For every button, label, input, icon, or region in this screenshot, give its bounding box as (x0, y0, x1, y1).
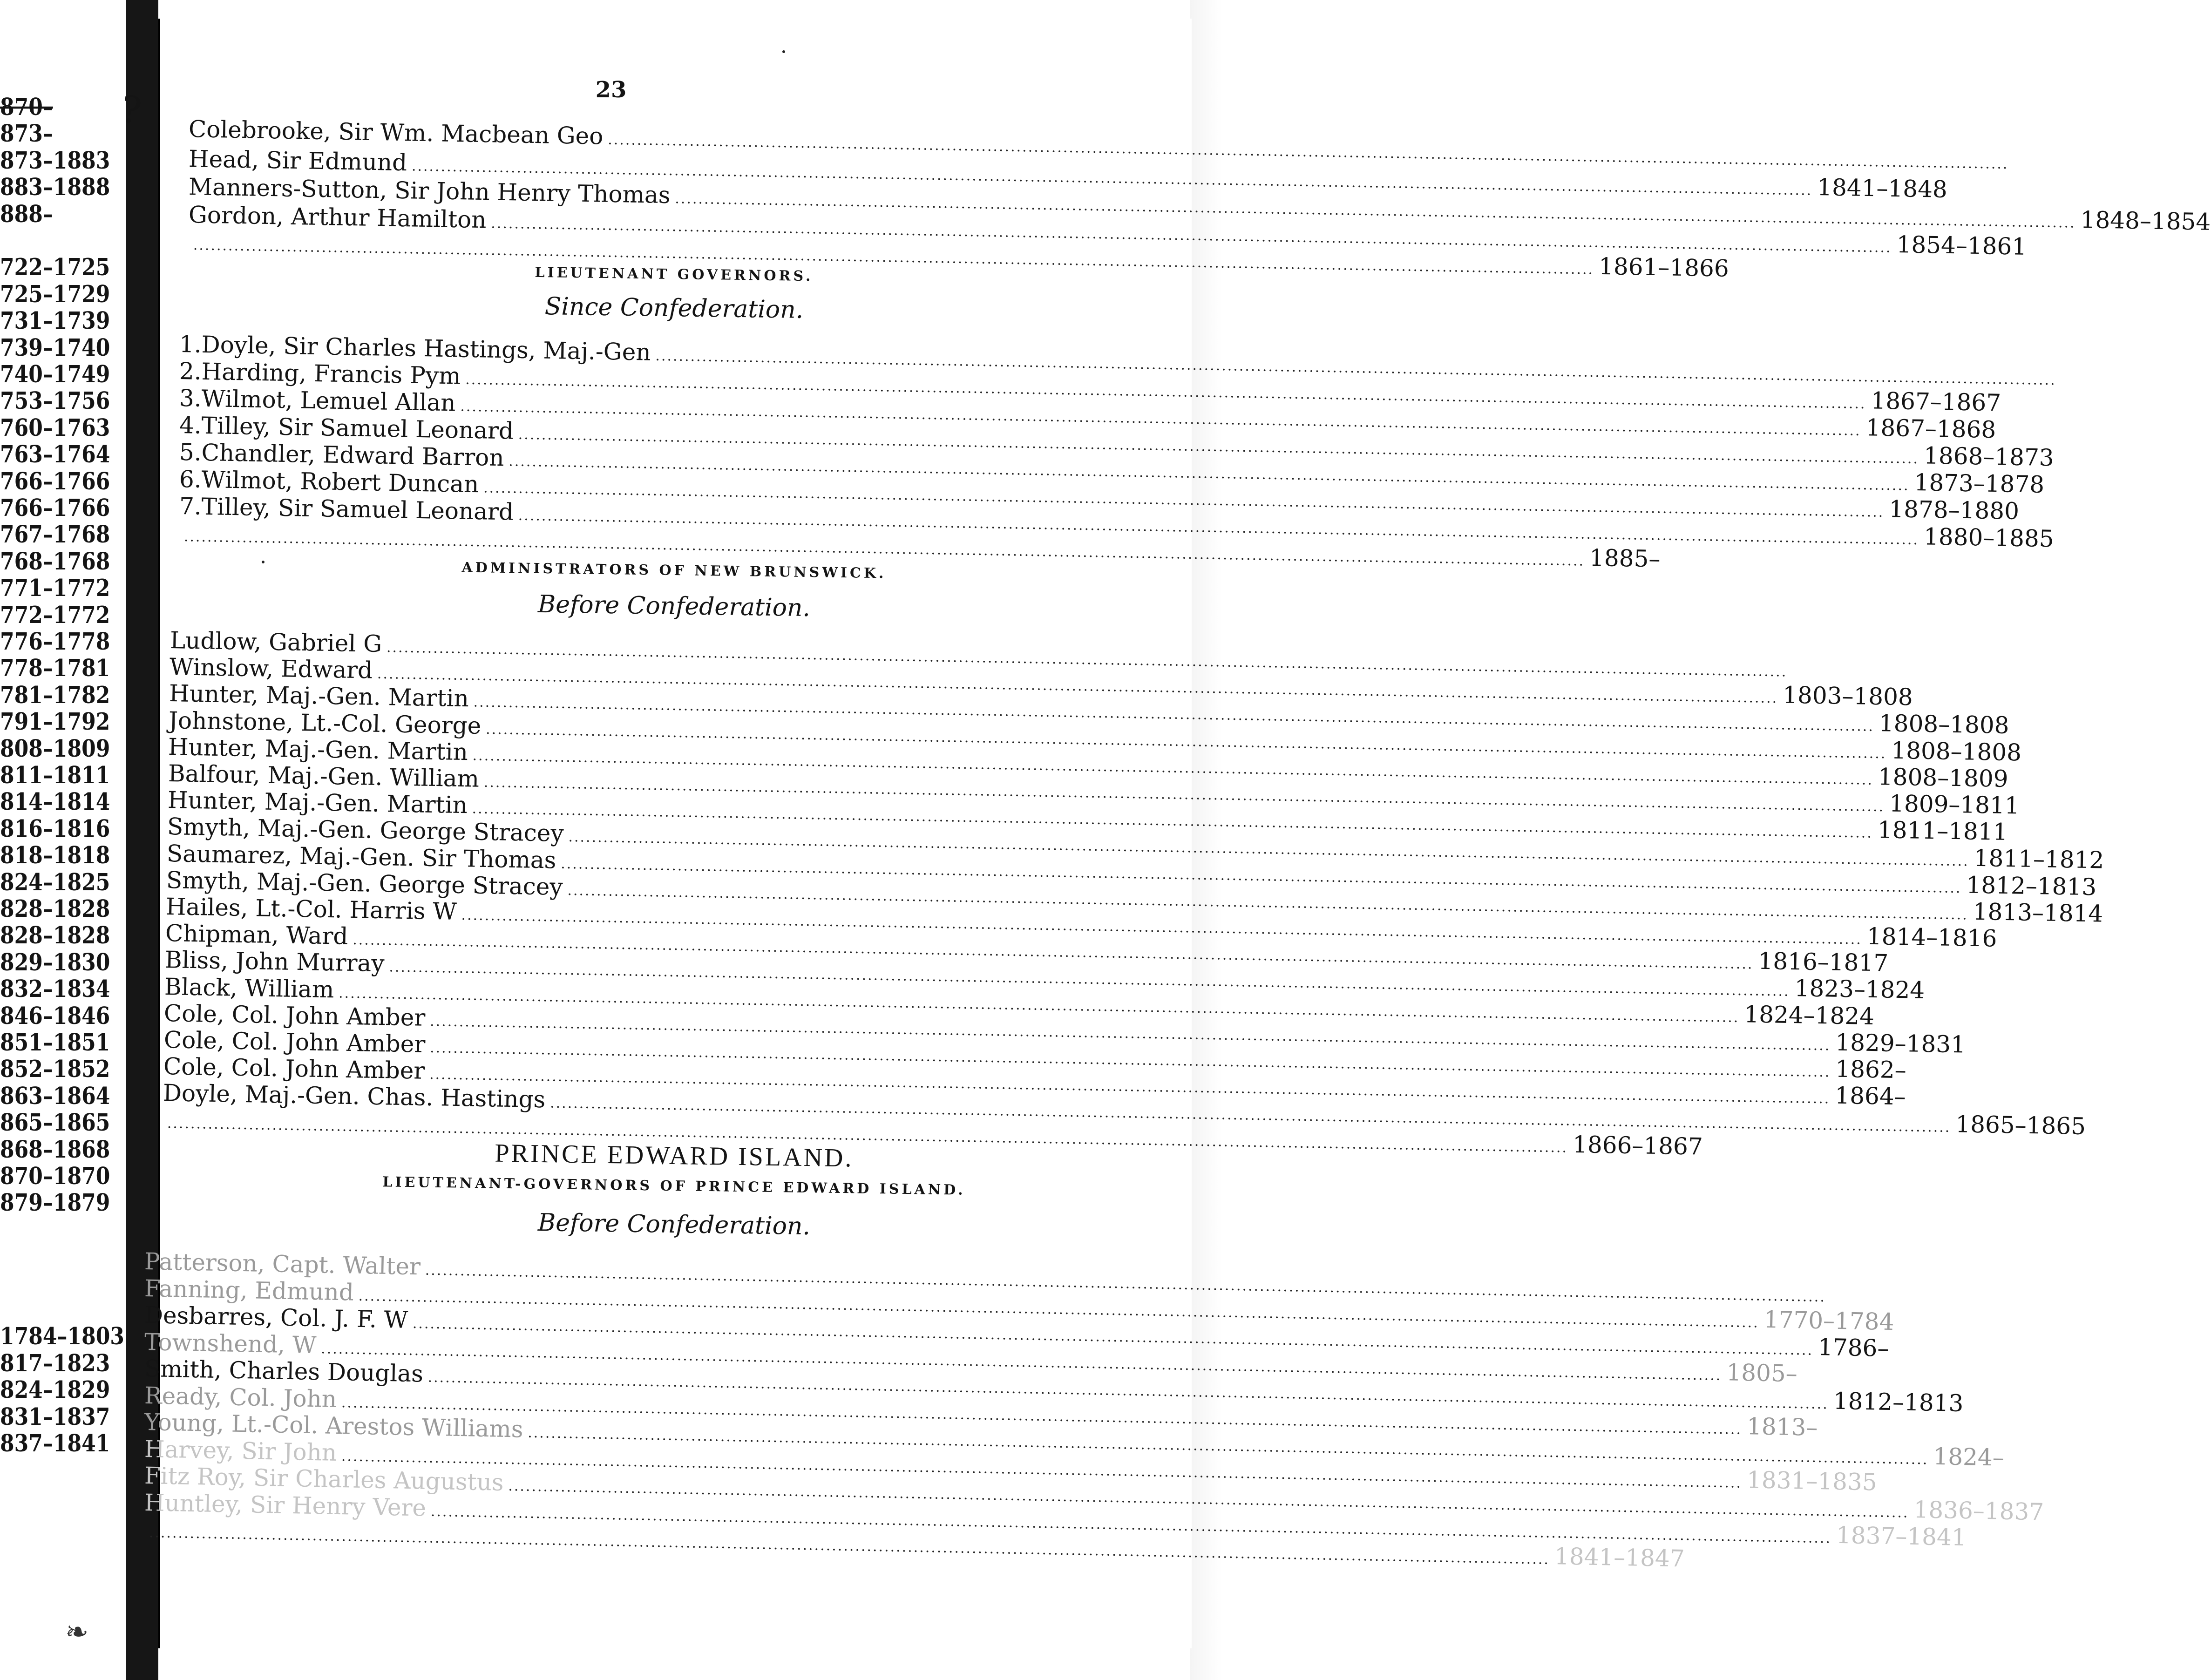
entry-date: 1885– (1589, 544, 1661, 573)
entry-name: Smyth, Maj.-Gen. George Stracey (166, 866, 563, 901)
entry-date: 1865–1865 (1955, 1111, 2086, 1140)
left-page-date: 739–1740 (0, 334, 110, 362)
entry-name: Doyle, Maj.-Gen. Chas. Hastings (163, 1079, 546, 1113)
section-subheading-pei-before-confederation: Before Confederation. (537, 1208, 811, 1241)
left-page-date: 722–1725 (0, 254, 110, 282)
entry-number: 1. (179, 331, 202, 358)
entry-date: 1813–1814 (1973, 898, 2103, 928)
left-page-date: 873– (0, 120, 53, 148)
left-page-date: 818–1818 (0, 842, 110, 870)
left-page-date: 832–1834 (0, 975, 110, 1003)
entry-name: Saumarez, Maj.-Gen. Sir Thomas (166, 840, 556, 874)
left-page-date: 771–1772 (0, 575, 110, 603)
entry-date: 1864– (1834, 1082, 1906, 1111)
left-page-date: 828–1828 (0, 895, 110, 923)
entry-name: Manners-Sutton, Sir John Henry Thomas (188, 173, 671, 209)
entry-name: Johnstone, Lt.-Col. George (168, 706, 482, 739)
entry-date: 1805– (1726, 1358, 1798, 1387)
left-page-date: 879–1879 (0, 1189, 110, 1217)
entry-date: 1831–1835 (1746, 1466, 1878, 1496)
entry-date: 1873–1878 (1914, 469, 2045, 498)
entry-name: Tilley, Sir Samuel Leonard (201, 493, 514, 526)
dust-speck (782, 50, 785, 53)
left-page-date: 828–1828 (0, 922, 110, 950)
entry-date: 1862– (1835, 1055, 1906, 1084)
entry-date: 1829–1831 (1835, 1029, 1966, 1058)
left-page-date: 829–1830 (0, 948, 110, 976)
entry-name: Balfour, Maj.-Gen. William (168, 760, 479, 793)
entry-date: 1770–1784 (1763, 1306, 1894, 1335)
entry-name: Fitz Roy, Sir Charles Augustus (144, 1462, 504, 1496)
left-page-date: 767–1768 (0, 521, 110, 549)
entry-number: 5. (179, 439, 202, 466)
left-page-fragment (0, 84, 126, 1457)
margin-question-mark: ? (118, 87, 144, 133)
left-page-date: 778–1781 (0, 655, 110, 683)
entry-name: Bliss, John Murray (164, 946, 385, 977)
entry-date: 1811–1812 (1974, 845, 2104, 874)
entry-name: Gordon, Arthur Hamilton (188, 201, 487, 234)
entry-number: 3. (179, 385, 202, 412)
entry-date: 1803–1808 (1782, 681, 1913, 711)
entry-date: 1812–1813 (1833, 1387, 1964, 1417)
entry-name: Fanning, Edmund (144, 1274, 354, 1306)
left-page-date: 888– (0, 200, 53, 228)
left-page-date: 766–1766 (0, 467, 110, 495)
entry-name: Townshend, W (144, 1328, 317, 1359)
entry-name: Chipman, Ward (165, 920, 348, 950)
entry-date: 1861–1866 (1598, 252, 1729, 282)
entry-date: 1808–1809 (1878, 763, 2009, 793)
entry-date: 1837–1841 (1836, 1521, 1967, 1551)
entry-date: 1814–1816 (1866, 922, 1997, 952)
entry-date: 1809–1811 (1889, 790, 2020, 820)
entry-name: Huntley, Sir Henry Vere (144, 1489, 427, 1522)
entry-name: Tilley, Sir Samuel Leonard (201, 412, 514, 445)
left-page-date: 725–1729 (0, 280, 110, 308)
entry-date: 1867–1868 (1865, 414, 1996, 444)
left-page-date: 791–1792 (0, 708, 110, 736)
left-page-date: 852–1852 (0, 1056, 110, 1084)
left-page-date: 760–1763 (0, 414, 110, 442)
entry-date: 1824– (1933, 1443, 2005, 1471)
left-page-date: 776–1778 (0, 628, 110, 656)
left-page-date: 863–1864 (0, 1082, 110, 1110)
dust-speck (262, 561, 265, 563)
entry-name: Ludlow, Gabriel G (170, 627, 382, 657)
entry-name: Wilmot, Lemuel Allan (201, 385, 456, 417)
entry-name: Colebrooke, Sir Wm. Macbean Geo (188, 115, 604, 150)
entry-date: 1867–1867 (1871, 387, 2001, 417)
entry-name: Harvey, Sir John (144, 1435, 337, 1466)
entry-name: Cole, Col. John Amber (163, 1026, 426, 1058)
entry-name: Harding, Francis Pym (201, 358, 461, 390)
entry-name: Cole, Col. John Amber (163, 999, 426, 1031)
entry-date: 1813– (1746, 1412, 1818, 1441)
entry-name: Hunter, Maj.-Gen. Martin (167, 786, 468, 819)
left-page-date: 883–1888 (0, 174, 110, 202)
left-page-date: 868–1868 (0, 1136, 110, 1164)
page-number: 23 (595, 77, 627, 103)
left-page-date: 768–1768 (0, 548, 110, 576)
entry-date: 1854–1861 (1896, 231, 2027, 260)
section-heading-lt-governors: LIEUTENANT GOVERNORS. (535, 264, 814, 285)
entry-date: 1811–1811 (1877, 816, 2008, 846)
entry-name: Smith, Charles Douglas (144, 1355, 424, 1388)
section-heading-administrators: ADMINISTRATORS OF NEW BRUNSWICK. (461, 559, 887, 582)
left-page-date: 811–1811 (0, 762, 110, 789)
entry-name: Black, William (164, 973, 335, 1003)
left-page-date: 851–1851 (0, 1029, 110, 1057)
entry-name: Hunter, Maj.-Gen. Martin (168, 733, 468, 766)
left-page-date: 766–1766 (0, 495, 110, 522)
left-page-date: 808–1809 (0, 735, 110, 763)
left-page-date: 753–1756 (0, 387, 110, 415)
entry-name: Hunter, Maj.-Gen. Martin (169, 680, 469, 712)
entry-number: 6. (179, 466, 202, 493)
left-page-date: 1784–1803 (0, 1323, 124, 1351)
entry-name: Ready, Col. John (144, 1382, 337, 1413)
entry-number: 2. (179, 358, 202, 385)
left-page-date: 824–1829 (0, 1376, 110, 1404)
entry-name: Smyth, Maj.-Gen. George Stracey (167, 813, 564, 847)
left-page-date: 740–1749 (0, 361, 110, 388)
left-page-date: 731–1739 (0, 307, 110, 335)
left-page-date: 873–1883 (0, 147, 110, 175)
left-page-date: 816–1816 (0, 815, 110, 843)
entry-name: Head, Sir Edmund (188, 145, 407, 176)
left-page-date: 831–1837 (0, 1403, 110, 1431)
entry-date: 1824–1824 (1744, 1000, 1875, 1030)
entry-name: Desbarres, Col. J. F. W (144, 1301, 408, 1334)
entry-date: 1878–1880 (1888, 495, 2020, 525)
entry-number: 4. (179, 412, 202, 439)
entry-name: Hailes, Lt.-Col. Harris W (165, 893, 457, 925)
left-page-date: 817–1823 (0, 1349, 110, 1377)
entry-name: Patterson, Capt. Walter (144, 1248, 421, 1280)
entry-date: 1868–1873 (1923, 442, 2055, 472)
entry-name: Winslow, Edward (169, 653, 373, 684)
entry-name: Doyle, Sir Charles Hastings, Maj.-Gen (201, 331, 651, 366)
entry-date: 1808–1808 (1879, 710, 2010, 739)
margin-scribble-icon: ❧ (65, 1616, 89, 1648)
entry-date: 1836–1837 (1913, 1496, 2044, 1526)
left-page-date: 814–1814 (0, 788, 110, 816)
left-page-date: 870–1870 (0, 1163, 110, 1190)
entry-date: 1866–1867 (1572, 1131, 1703, 1160)
entry-date: 1848–1854 (2080, 206, 2211, 236)
section-subheading-since-confederation: Since Confederation. (544, 292, 804, 324)
entry-date: 1841–1848 (1817, 174, 1948, 203)
left-page-date: 870– (0, 94, 53, 121)
entry-date: 1786– (1818, 1334, 1889, 1362)
entry-name: Wilmot, Robert Duncan (201, 466, 479, 498)
entry-date: 1808–1808 (1891, 737, 2022, 766)
section-title-prince-edward-island: PRINCE EDWARD ISLAND. (495, 1138, 854, 1173)
entry-date: 1841–1847 (1554, 1543, 1685, 1572)
section-subheading-before-confederation: Before Confederation. (537, 590, 811, 623)
entry-date: 1812–1813 (1966, 871, 2097, 901)
entry-date: 1823–1824 (1794, 975, 1925, 1004)
left-page-date: 837–1841 (0, 1430, 110, 1457)
left-page-date: 865–1865 (0, 1109, 110, 1137)
entry-number: 7. (179, 493, 202, 520)
entry-date: 1880–1885 (1923, 523, 2055, 553)
entry-name: Cole, Col. John Amber (163, 1053, 425, 1084)
left-page-date: 772–1772 (0, 601, 110, 629)
left-page-date: 781–1782 (0, 681, 110, 709)
section-heading-pei-lt-governors: LIEUTENANT-GOVERNORS OF PRINCE EDWARD ISLAND. (382, 1174, 966, 1199)
left-page-date: 763–1764 (0, 441, 110, 469)
left-page-date: 824–1825 (0, 868, 110, 896)
entry-date: 1816–1817 (1758, 947, 1889, 977)
entry-name: Chandler, Edward Barron (201, 439, 504, 472)
left-page-date: 846–1846 (0, 1002, 110, 1030)
entry-name: Young, Lt.-Col. Arestos Williams (144, 1409, 523, 1443)
